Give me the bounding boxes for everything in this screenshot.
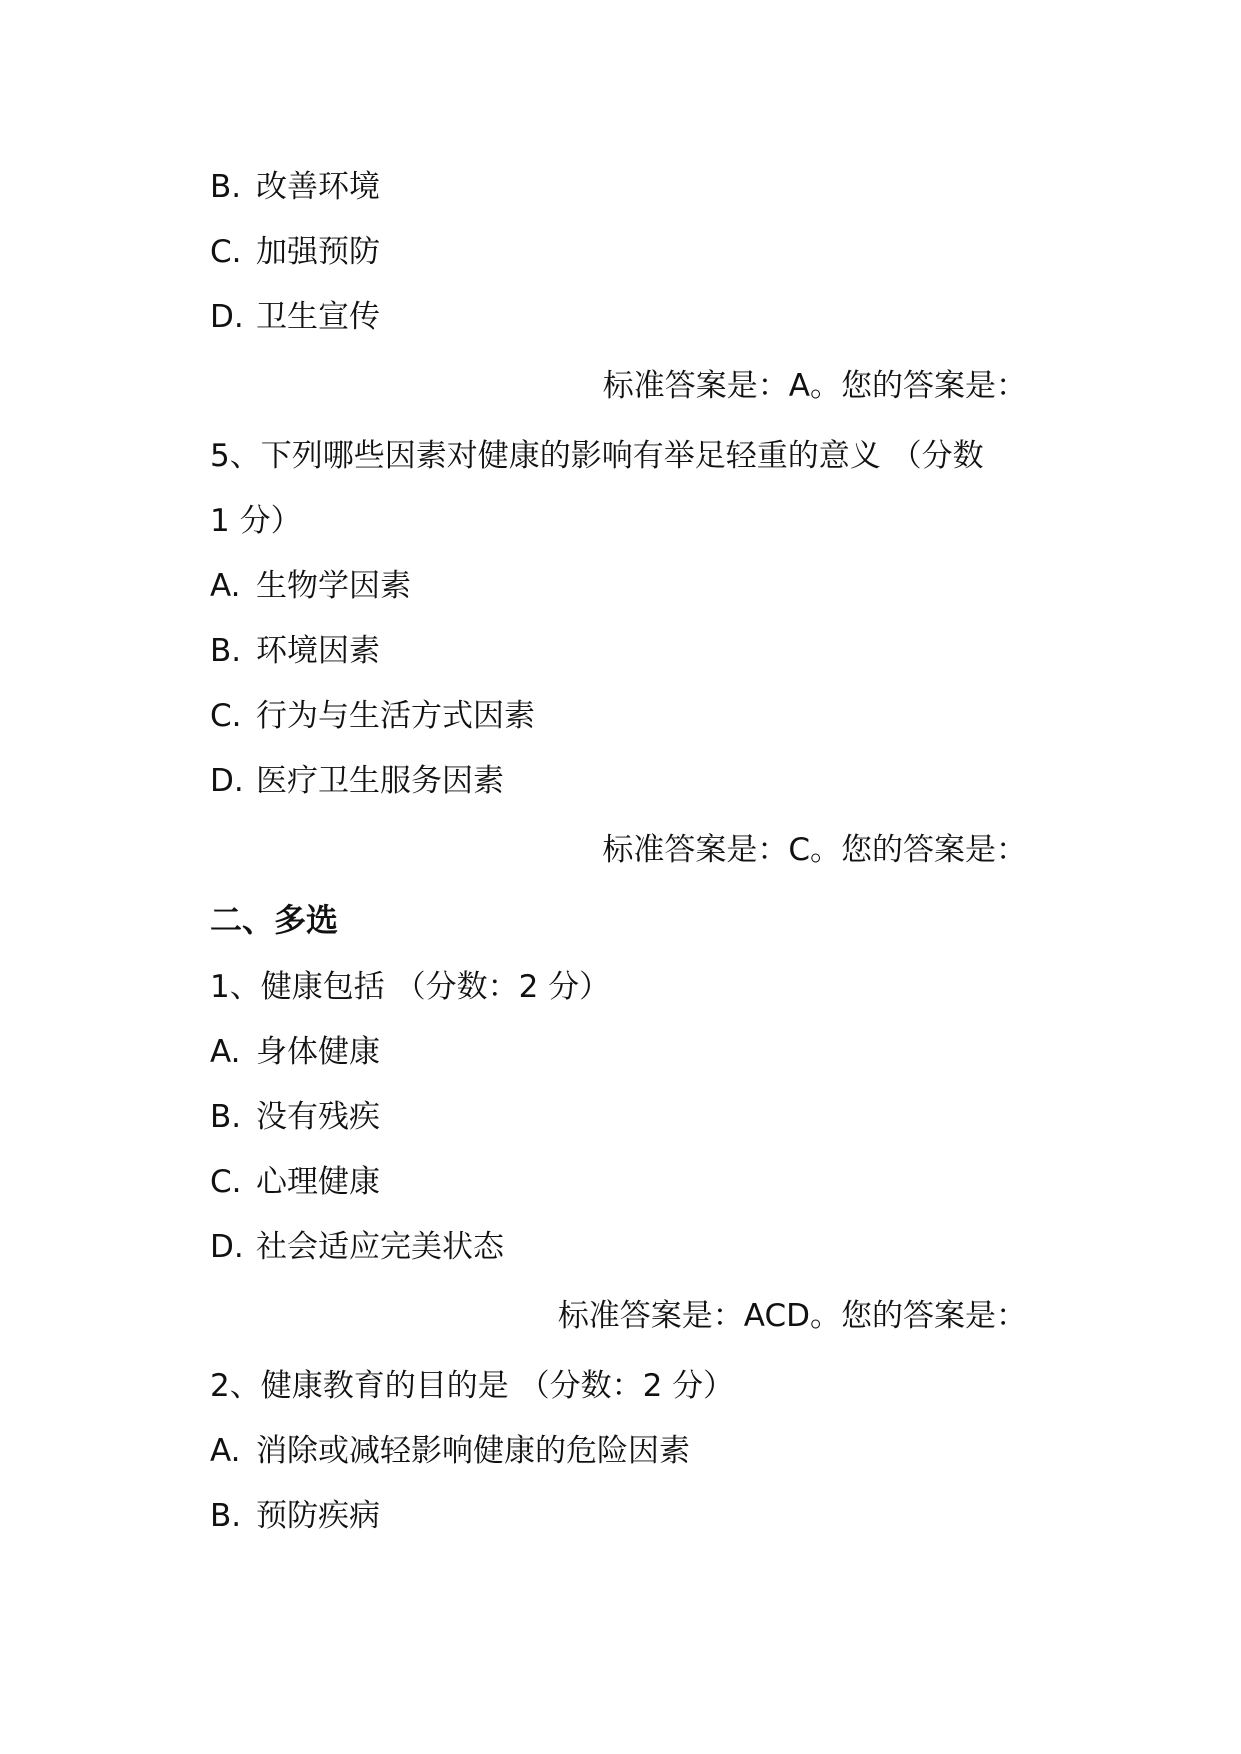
option-letter: C. — [210, 1164, 242, 1200]
section-title: 二、多选 — [210, 901, 339, 939]
option-text: 加强预防 — [256, 234, 380, 270]
option-letter: A. — [210, 1034, 241, 1070]
question-text-continued: 1 分） — [210, 503, 302, 539]
option-letter: B. — [210, 1498, 242, 1534]
option-letter: D. — [210, 1229, 244, 1265]
option-c — [210, 696, 535, 736]
option-letter: C. — [210, 698, 242, 734]
option-b — [210, 167, 380, 207]
option-c — [210, 1162, 380, 1202]
option-text: 预防疾病 — [256, 1498, 380, 1534]
option-text: 环境因素 — [256, 633, 380, 669]
standard-answer: 标准答案是：A。您的答案是： — [602, 368, 1027, 404]
option-letter: D. — [210, 299, 244, 335]
option-a — [210, 1032, 380, 1072]
option-d — [210, 1227, 504, 1267]
option-d — [210, 297, 380, 337]
option-text: 社会适应完美状态 — [256, 1229, 504, 1265]
option-d — [210, 761, 504, 801]
option-b — [210, 631, 380, 671]
option-a — [210, 566, 411, 606]
option-text: 没有残疾 — [256, 1099, 380, 1135]
standard-answer: 标准答案是：ACD。您的答案是： — [557, 1298, 1027, 1334]
option-text: 身体健康 — [256, 1034, 380, 1070]
option-text: 行为与生活方式因素 — [256, 698, 535, 734]
option-b — [210, 1496, 380, 1536]
option-letter: A. — [210, 1433, 241, 1469]
question-text: 5、下列哪些因素对健康的影响有举足轻重的意义 （分数 — [210, 438, 984, 474]
option-text: 改善环境 — [256, 169, 380, 205]
standard-answer: 标准答案是：C。您的答案是： — [602, 832, 1027, 868]
option-letter: D. — [210, 763, 244, 799]
option-letter: B. — [210, 1099, 242, 1135]
option-text: 医疗卫生服务因素 — [256, 763, 504, 799]
option-letter: B. — [210, 633, 242, 669]
option-letter: A. — [210, 568, 241, 604]
question-text: 2、健康教育的目的是 （分数：2 分） — [210, 1368, 735, 1404]
option-letter: B. — [210, 169, 242, 205]
option-text: 心理健康 — [256, 1164, 380, 1200]
option-text: 消除或减轻影响健康的危险因素 — [256, 1433, 690, 1469]
option-letter: C. — [210, 234, 242, 270]
option-c — [210, 232, 380, 272]
question-text: 1、健康包括 （分数：2 分） — [210, 969, 611, 1005]
option-text: 卫生宣传 — [256, 299, 380, 335]
option-b — [210, 1097, 380, 1137]
option-text: 生物学因素 — [256, 568, 411, 604]
option-a — [210, 1431, 690, 1471]
